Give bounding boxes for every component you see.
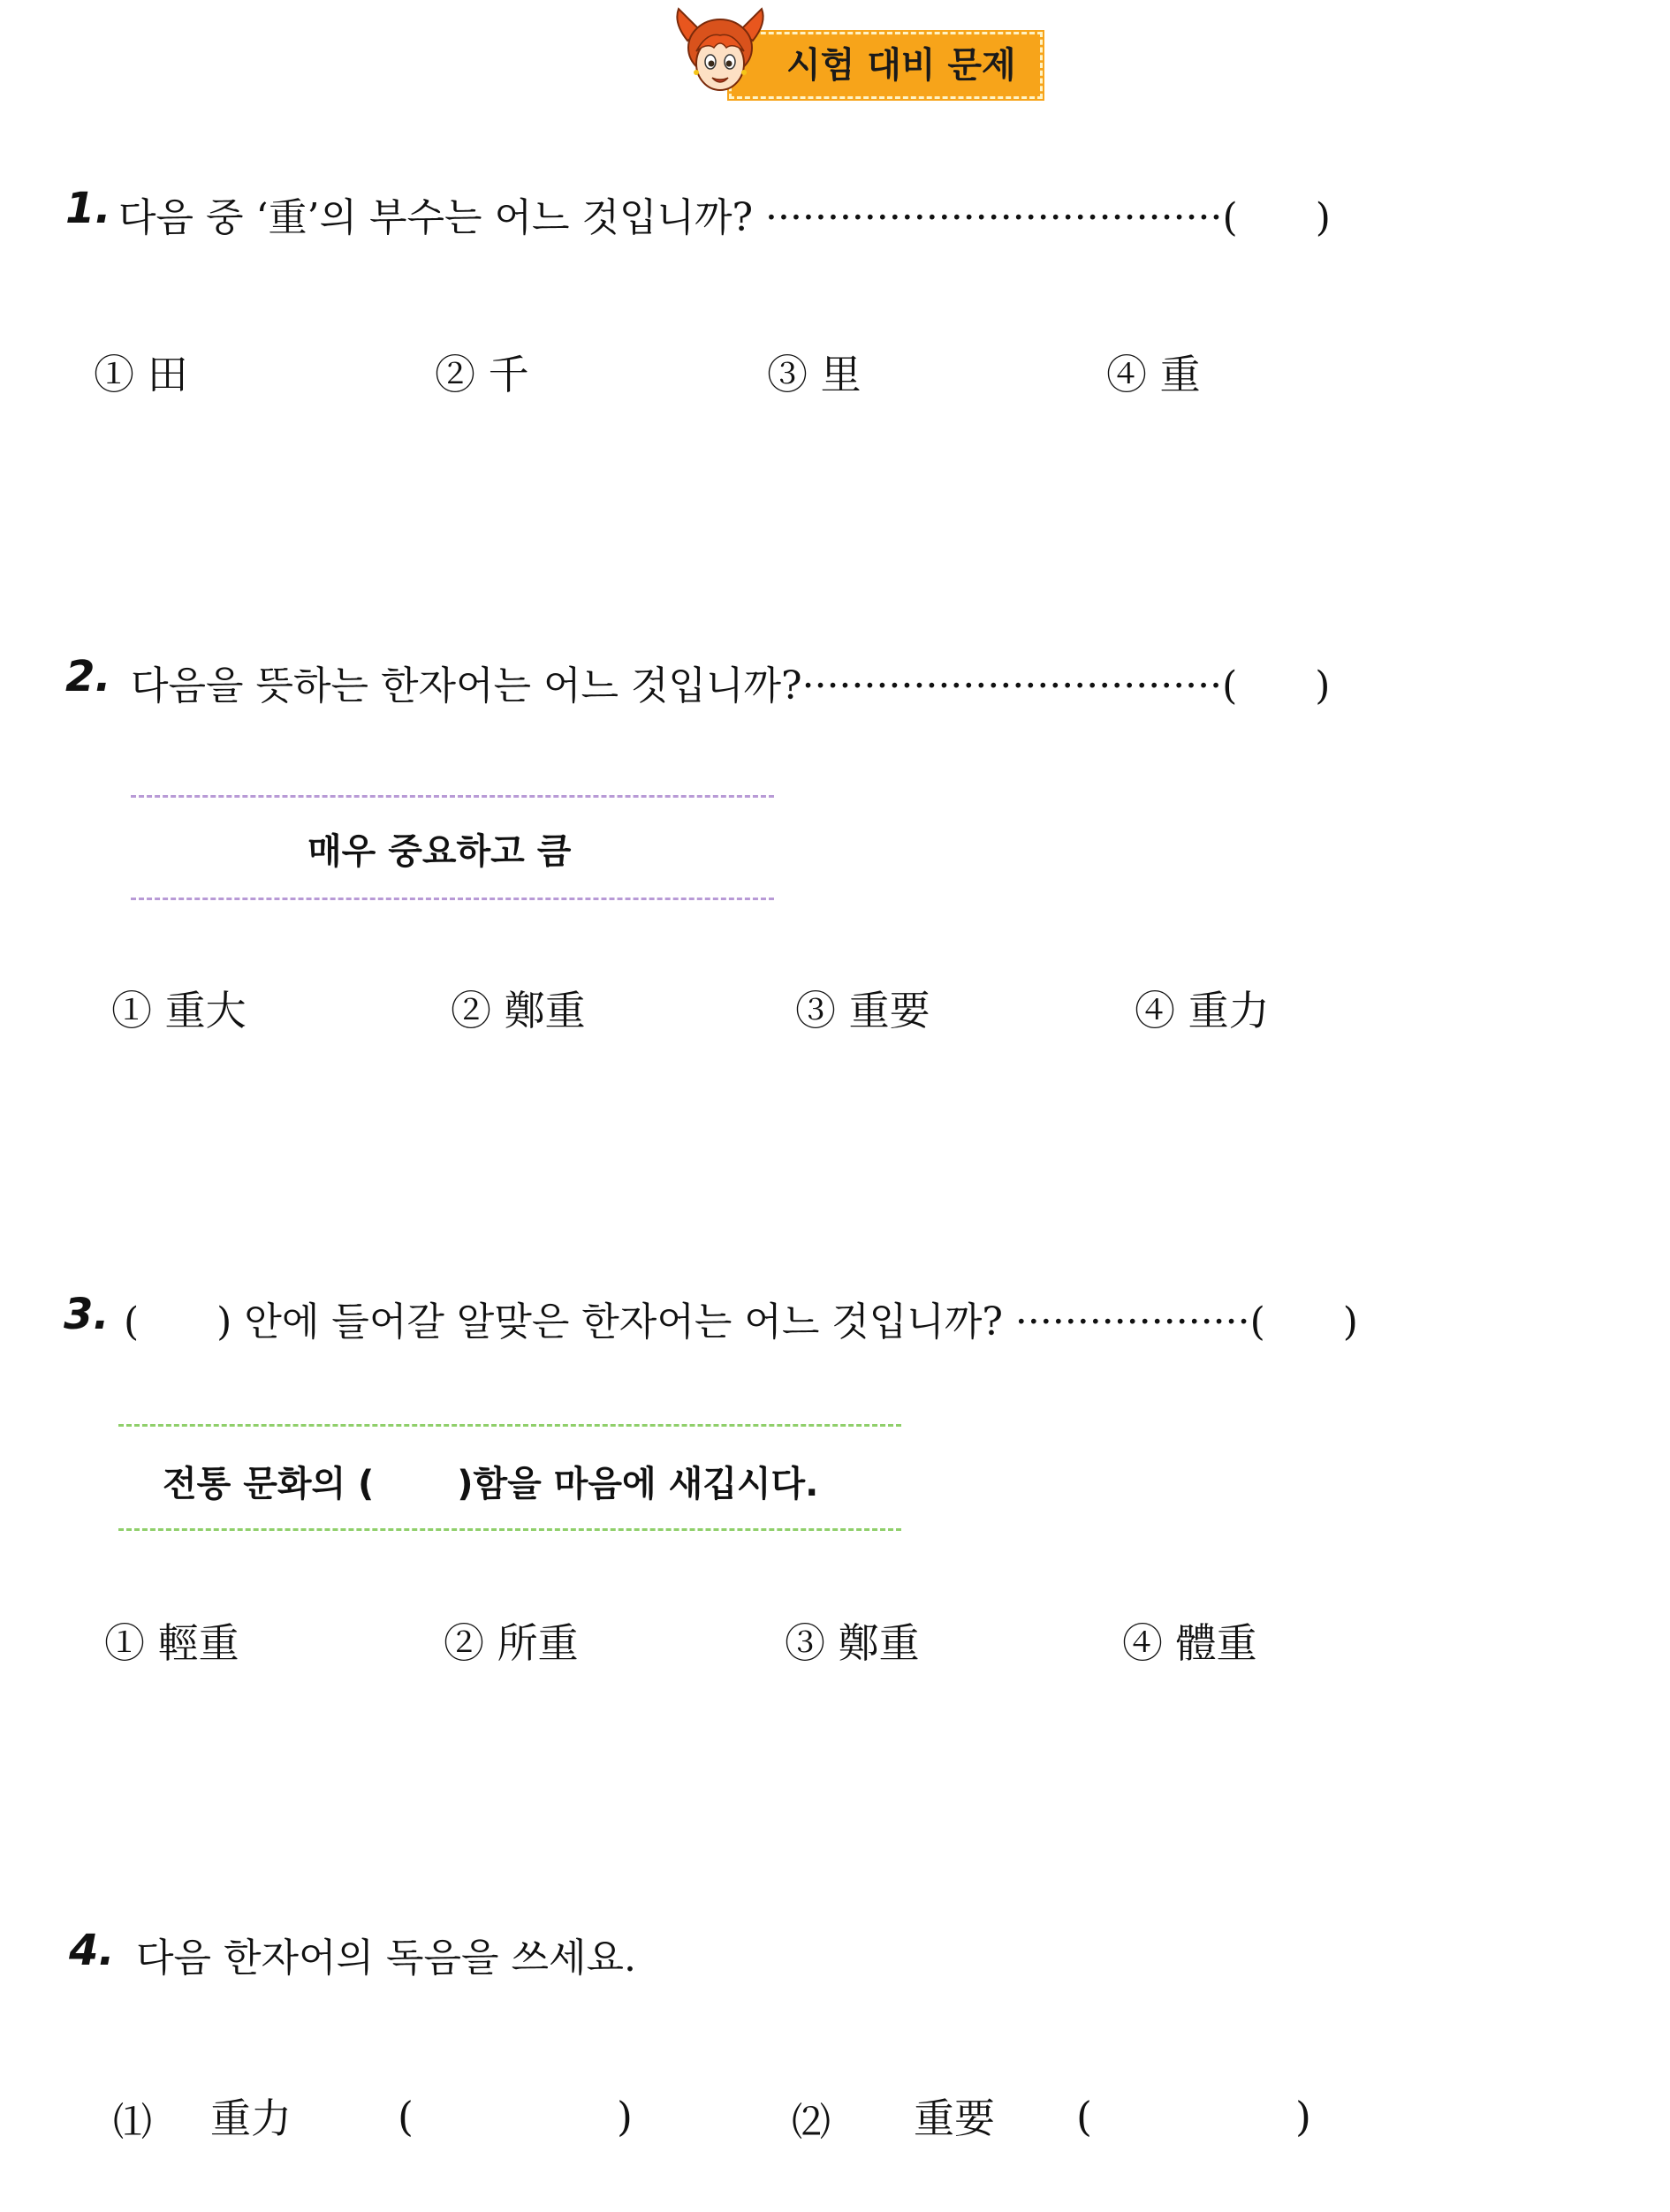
question-2-text: 다음을 뜻하는 한자어는 어느 것입니까?··································( ) xyxy=(131,663,1331,708)
q4-item-1-word: 重力 xyxy=(210,2095,292,2142)
question-1-number: 1. xyxy=(65,184,111,233)
box-top-divider xyxy=(131,795,774,798)
q3-choice-2[interactable]: ② 所重 xyxy=(444,1619,579,1667)
girl-mascot-icon xyxy=(672,5,769,102)
q3-choice-4[interactable]: ④ 體重 xyxy=(1122,1619,1257,1667)
question-2-number: 2. xyxy=(65,652,111,701)
q1-choice-3[interactable]: ③ 里 xyxy=(767,351,862,398)
box-bottom-divider xyxy=(118,1528,901,1531)
q2-choice-2[interactable]: ② 鄭重 xyxy=(451,987,586,1034)
q1-choice-2[interactable]: ② 千 xyxy=(435,351,529,398)
meaning-box-text: 매우 중요하고 큼 xyxy=(307,831,572,872)
q2-choice-4[interactable]: ④ 重力 xyxy=(1135,987,1270,1034)
question-4-text: 다음 한자어의 독음을 쓰세요. xyxy=(136,1936,636,1981)
q2-choice-3[interactable]: ③ 重要 xyxy=(795,987,930,1034)
header-badge xyxy=(672,5,1051,102)
sentence-box-text: 전통 문화의 ( )함을 마음에 새깁시다. xyxy=(163,1464,819,1504)
q2-choice-1[interactable]: ① 重大 xyxy=(111,987,247,1034)
question-3-number: 3. xyxy=(64,1290,110,1339)
question-3-text: ( ) 안에 들어갈 알맞은 한자어는 어느 것입니까? ···················( ) xyxy=(124,1299,1358,1345)
question-1-text: 다음 중 ‘重’의 부수는 어느 것입니까? ·····································( ) xyxy=(118,195,1331,240)
q4-item-2-label: ⑵ xyxy=(792,2100,831,2145)
q4-item-2-answer-blank[interactable]: ( ) xyxy=(1076,2093,1311,2140)
box-bottom-divider xyxy=(131,898,774,900)
q4-item-2-word: 重要 xyxy=(914,2095,995,2142)
box-top-divider xyxy=(118,1424,901,1427)
question-4-number: 4. xyxy=(69,1926,115,1975)
q4-item-1-answer-blank[interactable]: ( ) xyxy=(398,2093,633,2140)
q1-choice-1[interactable]: ① 田 xyxy=(94,351,188,398)
header-title: 시험 대비 문제 xyxy=(729,32,1043,99)
q4-item-1-label: ⑴ xyxy=(113,2100,152,2145)
q3-choice-1[interactable]: ① 輕重 xyxy=(104,1619,239,1667)
q3-choice-3[interactable]: ③ 鄭重 xyxy=(785,1619,920,1667)
q1-choice-4[interactable]: ④ 重 xyxy=(1106,351,1201,398)
